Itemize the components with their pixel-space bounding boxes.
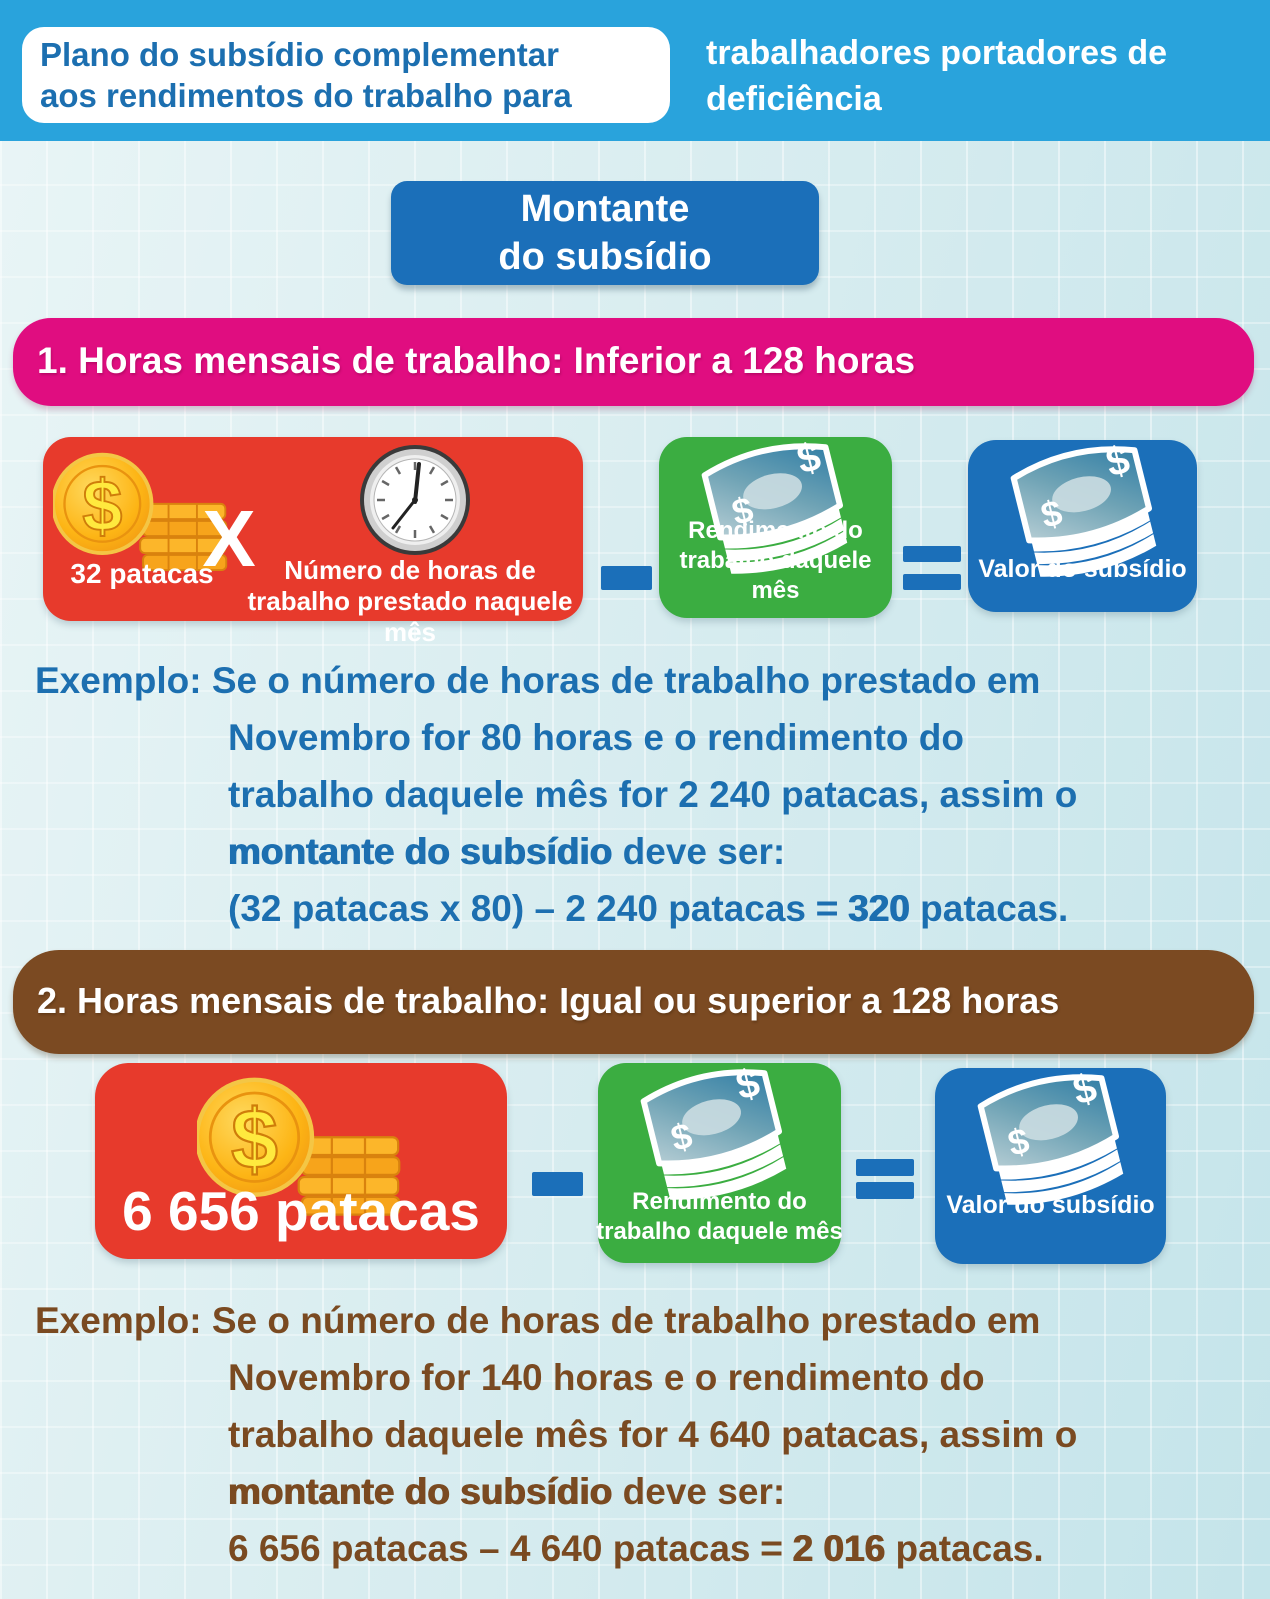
fixed-amount-box (95, 1063, 507, 1259)
income-label (594, 1187, 845, 1247)
minus-operator (601, 566, 652, 590)
title-box (22, 27, 670, 123)
banknotes-icon (634, 1047, 794, 1207)
example1-line-1: Exemplo: Se o número de horas de trabalho prestado em (35, 660, 1041, 701)
minus-operator (532, 1172, 583, 1196)
result-box (935, 1068, 1166, 1264)
fixed-amount-label: 6 656 patacas (122, 1180, 480, 1242)
result-label: Valor do subsídio (978, 555, 1187, 583)
example2-text (35, 1292, 1250, 1577)
example1-line-2: Novembro for 80 horas e o rendimento do (228, 717, 965, 758)
example1-line-4: montante do subsídio deve ser: (228, 831, 786, 872)
equals-operator (903, 546, 961, 590)
example2-line-1: Exemplo: Se o número de horas de trabalho prestado em (35, 1300, 1041, 1341)
example1-emphasis: montante do subsídio (228, 831, 613, 872)
income-label-line-2: trabalho daquele mês (679, 547, 872, 604)
example2-emphasis: montante do subsídio (228, 1471, 613, 1512)
example2-result-value: = 2 016 (760, 1528, 886, 1569)
example1-text (35, 652, 1250, 937)
clock-icon (355, 440, 475, 560)
example1-result-value: = 320 (816, 888, 910, 929)
subsidy-amount-badge (391, 181, 819, 285)
equals-operator (856, 1159, 914, 1199)
hours-label-line-1: Número de horas de (284, 555, 536, 585)
income-label-line-2: trabalho daquele mês (596, 1218, 843, 1245)
subtitle-line-1: trabalhadores portadores de (706, 34, 1168, 72)
title-line-1: Plano do subsídio complementar (40, 36, 559, 73)
income-box (659, 437, 892, 618)
badge-line-1: Montante (520, 188, 690, 230)
header-subtitle (706, 30, 1167, 122)
banknotes-icon (971, 1052, 1131, 1212)
example2-line-3: trabalho daquele mês for 4 640 patacas, assim o (228, 1414, 1078, 1455)
example2-line-2: Novembro for 140 horas e o rendimento do (228, 1357, 985, 1398)
badge-line-2: do subsídio (498, 236, 712, 278)
income-label-line-1: Rendimento do (688, 517, 863, 544)
example1-line-3: trabalho daquele mês for 2 240 patacas, assim o (228, 774, 1078, 815)
income-label (655, 516, 896, 606)
income-label-line-1: Rendimento do (632, 1188, 807, 1215)
result-box (968, 440, 1197, 612)
result-label: Valor do subsídio (946, 1191, 1155, 1219)
coin-rate-label: 32 patacas (70, 558, 214, 589)
example2-line-5: 6 656 patacas – 4 640 patacas = 2 016 patacas. (228, 1528, 1044, 1569)
title-line-2: aos rendimentos do trabalho para (40, 77, 572, 114)
income-box (598, 1063, 841, 1263)
header-bar (0, 0, 1270, 141)
example1-line-5: (32 patacas x 80) – 2 240 patacas = 320 patacas. (228, 888, 1069, 929)
section1-banner: 1. Horas mensais de trabalho: Inferior a 128 horas (13, 318, 1254, 406)
times-operator: X (202, 494, 256, 583)
rate-times-hours-box (43, 437, 583, 647)
example2-line-4: montante do subsídio deve ser: (228, 1471, 786, 1512)
hours-label (241, 555, 579, 648)
hours-label-line-2: trabalho prestado naquele mês (247, 586, 573, 647)
section2-banner: 2. Horas mensais de trabalho: Igual ou superior a 128 horas (13, 950, 1254, 1054)
subtitle-line-2: deficiência (706, 80, 882, 118)
